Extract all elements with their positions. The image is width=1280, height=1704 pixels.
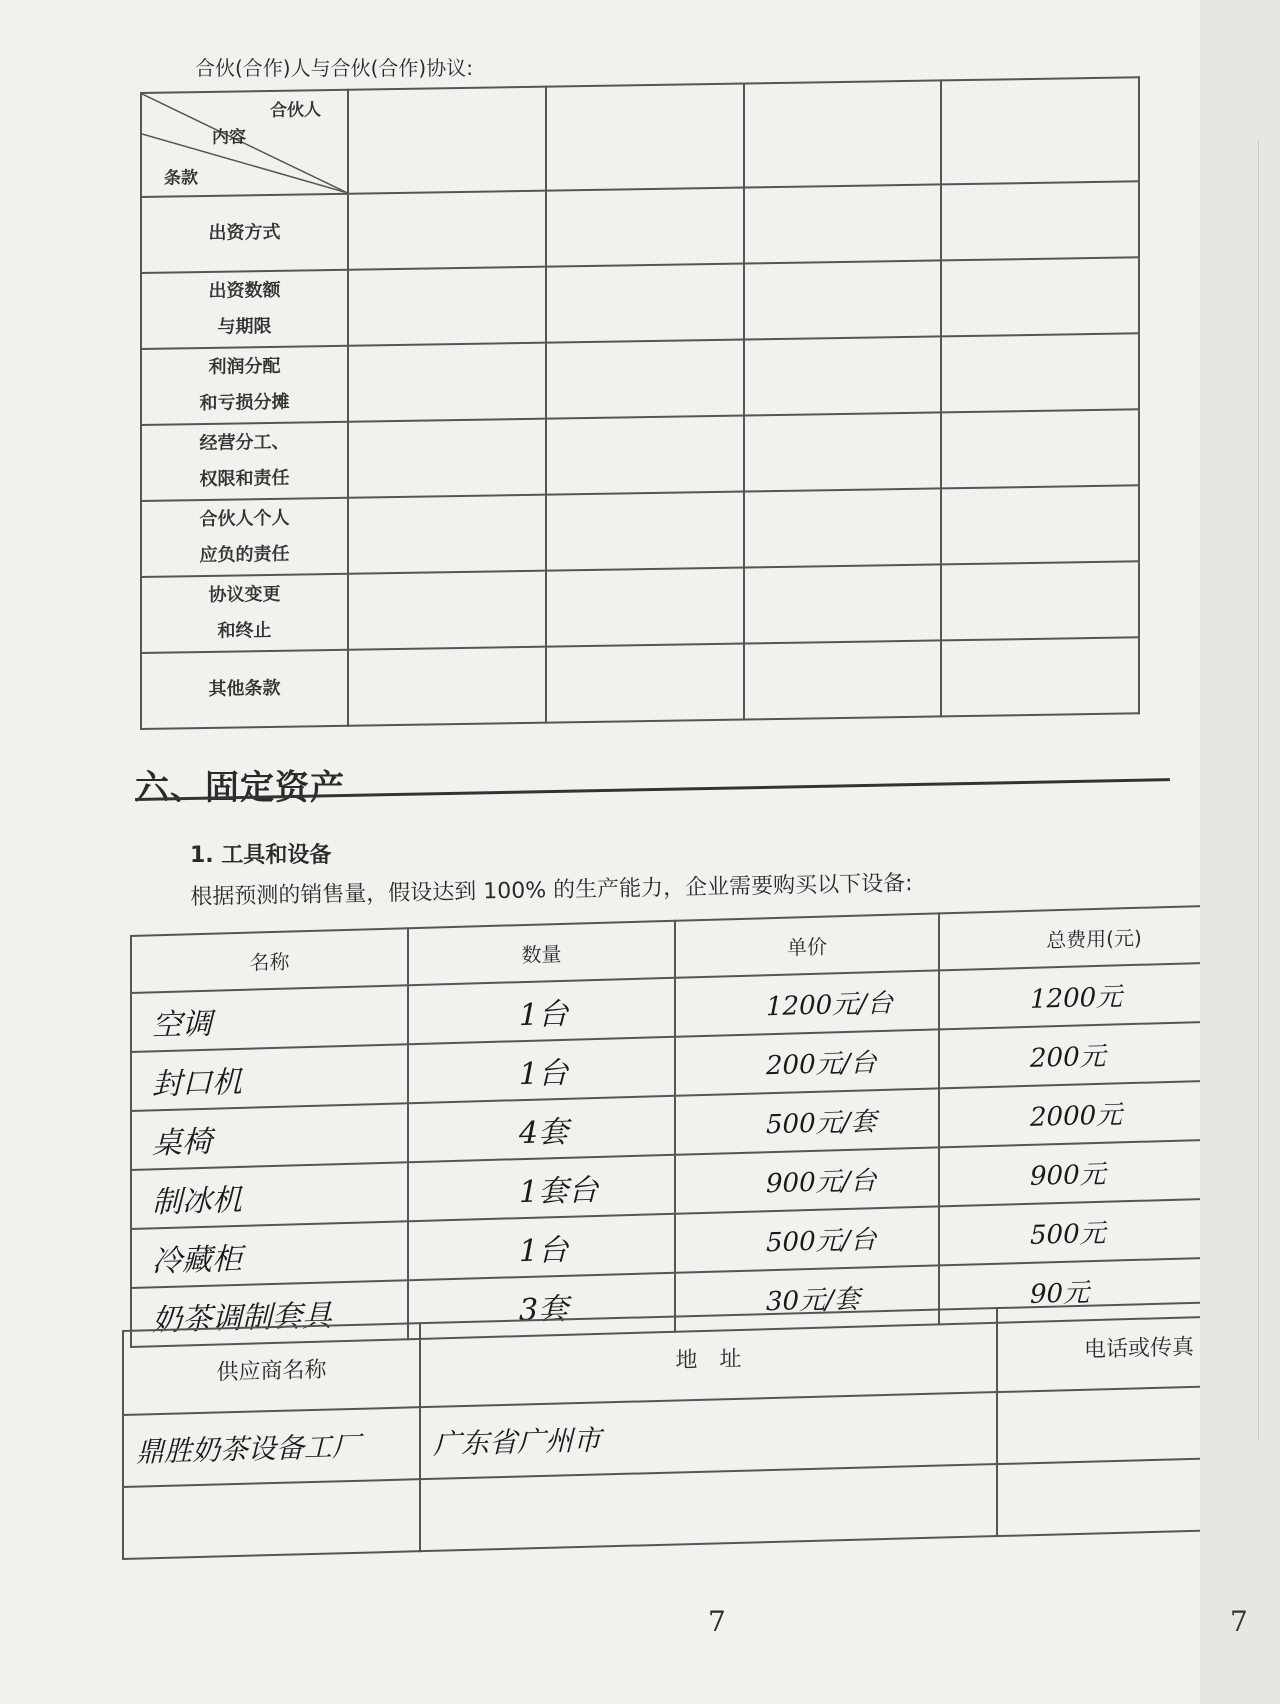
equipment-total: 2000元 <box>939 1080 1249 1148</box>
col-header-address: 地 址 <box>420 1308 997 1407</box>
equipment-total: 900元 <box>939 1139 1249 1207</box>
page-number: 7 <box>708 1605 726 1638</box>
equipment-name: 桌椅 <box>131 1103 408 1170</box>
subsection-title: 1. 工具和设备 <box>190 843 332 868</box>
supplier-table <box>122 1300 1280 1560</box>
diagonal-header-cell <box>141 90 348 197</box>
equipment-qty: 1套台 <box>408 1155 675 1221</box>
partner-column-4 <box>941 77 1139 184</box>
adjacent-page-number: 7 <box>1230 1605 1248 1638</box>
equipment-qty: 1台 <box>408 978 675 1044</box>
equipment-price: 200元/台 <box>675 1029 939 1095</box>
header-partner-label: 合伙人 <box>270 100 321 121</box>
col-header-name: 名称 <box>131 928 408 993</box>
col-header-phone: 电话或传真 <box>997 1301 1280 1392</box>
equipment-qty: 3套 <box>408 1273 675 1339</box>
equipment-name: 空调 <box>131 985 408 1052</box>
equipment-total: 500元 <box>939 1198 1249 1266</box>
col-header-qty: 数量 <box>408 921 675 985</box>
supplier-address <box>420 1464 997 1551</box>
partnership-agreement-table <box>140 76 1140 730</box>
agreement-row-label: 出资方式 <box>141 194 348 273</box>
equipment-qty: 1台 <box>408 1214 675 1280</box>
equipment-name: 制冰机 <box>131 1162 408 1229</box>
equipment-table <box>130 904 1250 1348</box>
equipment-price: 900元/台 <box>675 1147 939 1213</box>
agreement-row-label: 协议变更 和终止 <box>141 574 348 653</box>
equipment-total: 1200元 <box>939 962 1249 1030</box>
header-clause-label: 条款 <box>164 168 198 189</box>
equipment-qty: 4套 <box>408 1096 675 1162</box>
supplier-name: 鼎胜奶茶设备工厂 <box>123 1407 420 1487</box>
header-content-label: 内容 <box>212 127 246 148</box>
equipment-name: 冷藏柜 <box>131 1221 408 1288</box>
equipment-price: 30元/套 <box>675 1265 939 1331</box>
col-header-total: 总费用(元) <box>939 905 1249 971</box>
section-title: 六、固定资产 <box>135 768 345 808</box>
agreement-title: 合伙(合作)人与合伙(合作)协议: <box>195 56 473 80</box>
agreement-row-label: 合伙人个人 应负的责任 <box>141 498 348 577</box>
equipment-name: 奶茶调制套具 <box>131 1280 408 1347</box>
agreement-row-label: 其他条款 <box>141 650 348 729</box>
col-header-price: 单价 <box>675 913 939 977</box>
equipment-price: 500元/台 <box>675 1206 939 1272</box>
supplier-address: 广东省广州市 <box>420 1392 997 1479</box>
agreement-row-label: 经营分工、 权限和责任 <box>141 422 348 501</box>
equipment-price: 1200元/台 <box>675 970 939 1036</box>
equipment-qty: 1台 <box>408 1037 675 1103</box>
equipment-price: 500元/套 <box>675 1088 939 1154</box>
partner-column-2 <box>546 84 744 191</box>
agreement-header-row <box>141 77 1139 197</box>
equipment-total: 200元 <box>939 1021 1249 1089</box>
equipment-name: 封口机 <box>131 1044 408 1111</box>
adjacent-page-edge <box>1200 0 1280 1704</box>
equipment-total: 90元 <box>939 1257 1249 1325</box>
col-header-supplier: 供应商名称 <box>123 1323 420 1415</box>
partner-column-1 <box>348 87 546 194</box>
agreement-row <box>141 637 1139 729</box>
agreement-row-label: 利润分配 和亏损分摊 <box>141 346 348 425</box>
agreement-row-label: 出资数额 与期限 <box>141 270 348 349</box>
section-description: 根据预测的销售量，假设达到 100% 的生产能力，企业需要购买以下设备: <box>190 871 913 910</box>
partner-column-3 <box>744 80 942 187</box>
supplier-name <box>123 1479 420 1559</box>
